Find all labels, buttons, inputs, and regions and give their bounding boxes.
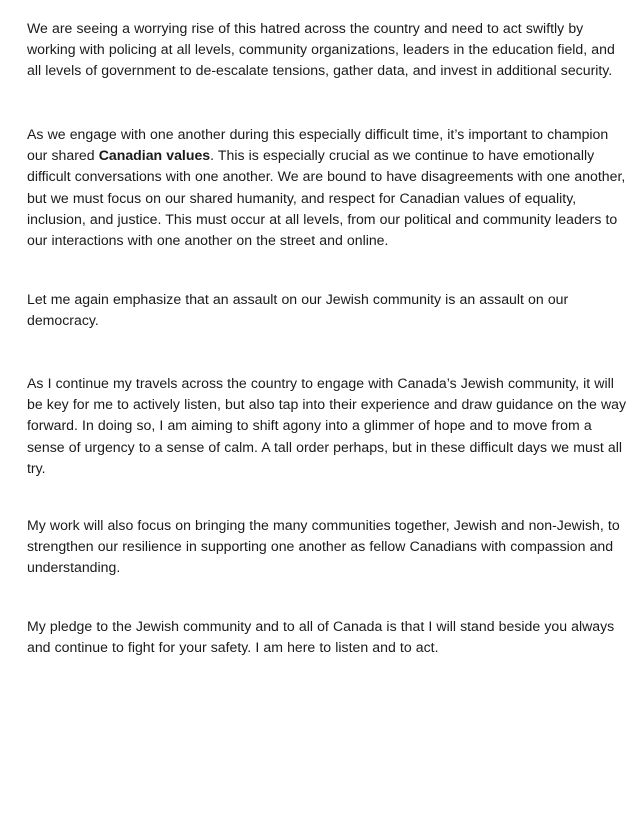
paragraph-text-start: As we engage with one another during this especially difficult time, it’s important to champion our shared <box>27 126 609 164</box>
paragraph-rising-hatred <box>27 18 627 82</box>
paragraph-canadian-values <box>27 124 627 251</box>
paragraph-text: My work will also focus on bringing the many communities together, Jewish and non-Jewish, to strengthen our resilience in supporting one another as fellow Canadians with compassion and understanding. <box>27 517 620 576</box>
paragraph-travels <box>27 373 627 479</box>
paragraph-text: We are seeing a worrying rise of this hatred across the country and need to act swiftly by working with policing at all levels, community organizations, leaders in the education field, and all levels of government to de-escalate tensions, gather data, and invest in additional security. <box>27 20 615 79</box>
bold-phrase: Canadian values <box>98 147 211 164</box>
paragraph-text: As I continue my travels across the country to engage with Canada’s Jewish community, it will be key for me to actively listen, but also tap into their experience and draw guidance on the way forward. In doing so, I am aiming to shift agony into a glimmer of hope and to move from a sense of urgency to a sense of calm. A tall order perhaps, but in these difficult days we must all try. <box>27 375 627 476</box>
paragraph-communities <box>27 515 627 579</box>
paragraph-text: My pledge to the Jewish community and to all of Canada is that I will stand beside you always and continue to fight for your safety. I am here to listen and to act. <box>27 618 615 656</box>
paragraph-text-end: . This is especially crucial as we continue to have emotionally difficult conversations with one another. We are bound to have disagreements with one another, but we must focus on our shared humanity, and respect for Canadian values of equality, inclusion, and justice. This must occur at all levels, from our political and community leaders to our interactions with one another on the street and online. <box>27 147 626 249</box>
paragraph-text: Let me again emphasize that an assault on our Jewish community is an assault on our democracy. <box>27 291 569 329</box>
paragraph-assault-democracy <box>27 289 627 331</box>
paragraph-pledge <box>27 616 627 658</box>
